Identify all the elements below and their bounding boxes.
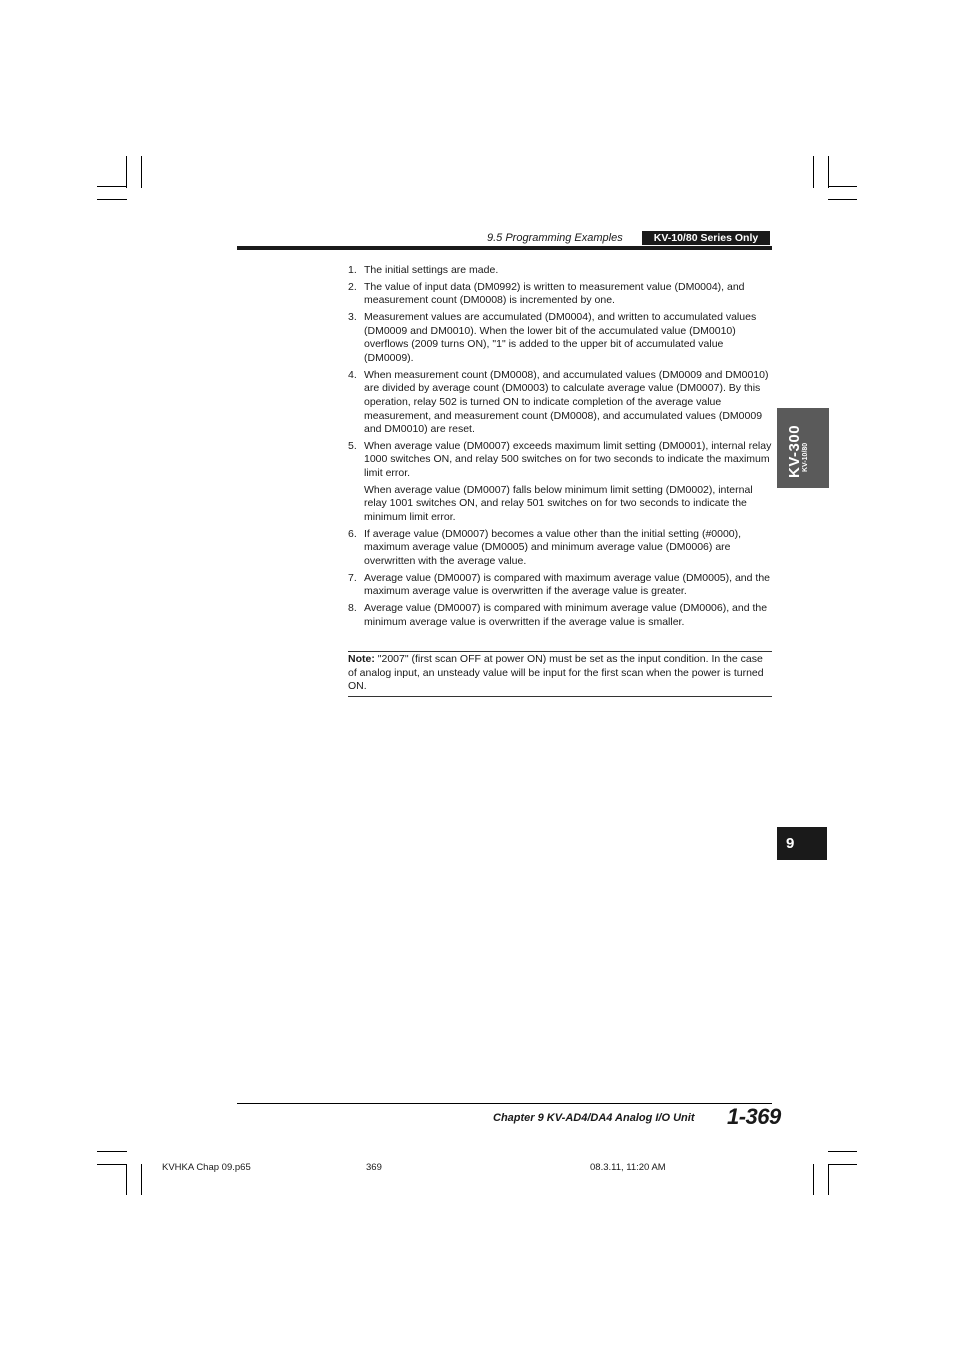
list-item xyxy=(348,369,772,437)
item-number: 7. xyxy=(348,571,357,584)
item-text: Average value (DM0007) is compared with minimum average value (DM0006), and the minimum average value is overwritten if the average value is smaller. xyxy=(364,602,768,628)
header-rule xyxy=(237,246,772,250)
footer-chapter-title: Chapter 9 KV-AD4/DA4 Analog I/O Unit xyxy=(493,1112,695,1124)
item-text: If average value (DM0007) becomes a value other than the initial setting (#0000), maximum average value (DM0005) and minimum average value (DM0006) are overwritten with the average value. xyxy=(364,527,742,567)
crop-mark xyxy=(828,1164,857,1165)
footer-rule xyxy=(237,1103,772,1104)
side-tab xyxy=(777,408,829,488)
item-number: 6. xyxy=(348,527,357,540)
item-text-continued: When average value (DM0007) falls below minimum limit setting (DM0002), internal relay 1001 switches ON, and relay 501 switches on for two seconds to indicate the minimum limit error. xyxy=(364,483,753,524)
list-item xyxy=(348,281,772,308)
crop-mark xyxy=(813,1164,814,1195)
item-number: 3. xyxy=(348,311,357,324)
crop-mark xyxy=(97,199,127,200)
item-number: 4. xyxy=(348,368,357,381)
crop-mark xyxy=(97,1164,127,1165)
item-text: Measurement values are accumulated (DM0004), and written to accumulated values (DM0009 and DM0010). When the lower bit of the accumulated value (DM0010) overflows (2009 turns ON), "1" is added to the upper bit of accumulated value (DM0009). xyxy=(364,311,757,364)
slug-filename: KVHKA Chap 09.p65 xyxy=(162,1162,251,1173)
crop-mark xyxy=(141,156,142,188)
header-section-title: 9.5 Programming Examples xyxy=(487,232,623,244)
item-text: When measurement count (DM0008), and accumulated values (DM0009 and DM0010) are divided by average count (DM0003) to calculate average value (DM0007). By this operation, relay 502 is turned ON to indicate completion of the average value measurement, and measurement count (DM0008), and accumulated values (DM0009 and DM0010) are reset. xyxy=(364,368,769,436)
page-number: 1-369 xyxy=(727,1104,781,1129)
crop-mark xyxy=(126,156,127,188)
chapter-number: 9 xyxy=(786,835,795,852)
item-number: 5. xyxy=(348,439,357,452)
crop-mark xyxy=(97,186,127,187)
side-tab-subtitle: KV-10/80 xyxy=(802,442,809,472)
list-item xyxy=(348,572,772,599)
list-item xyxy=(348,528,772,569)
crop-mark xyxy=(97,1151,127,1152)
slug-date: 08.3.11, 11:20 AM xyxy=(590,1162,666,1173)
note-label: Note: xyxy=(348,653,375,665)
item-text: Average value (DM0007) is compared with maximum average value (DM0005), and the maximum average value is overwritten if the average value is greater. xyxy=(364,571,770,598)
crop-mark xyxy=(141,1164,142,1195)
chapter-number-box xyxy=(777,827,827,860)
steps-list xyxy=(348,264,772,633)
series-badge: KV-10/80 Series Only xyxy=(642,231,770,245)
crop-mark xyxy=(828,199,857,200)
item-text: The initial settings are made. xyxy=(364,264,499,276)
list-item xyxy=(348,602,772,629)
note-text: "2007" (first scan OFF at power ON) must be set as the input condition. In the case of analog input, an unsteady value will be input for the first scan when the power is turned ON. xyxy=(348,653,764,693)
crop-mark xyxy=(126,1164,127,1195)
crop-mark xyxy=(828,186,857,187)
crop-mark xyxy=(828,156,829,188)
item-number: 1. xyxy=(348,264,357,276)
list-item xyxy=(348,264,772,278)
item-number: 2. xyxy=(348,280,357,293)
crop-mark xyxy=(828,1164,829,1195)
side-tab-title: KV-300 xyxy=(786,424,803,478)
list-item xyxy=(348,311,772,365)
crop-mark xyxy=(813,156,814,188)
item-text: The value of input data (DM0992) is written to measurement value (DM0004), and measurement count (DM0008) is incremented by one. xyxy=(364,280,745,307)
note-box xyxy=(348,651,772,697)
list-item xyxy=(348,440,772,525)
slug-page: 369 xyxy=(366,1162,382,1173)
item-text: When average value (DM0007) exceeds maximum limit setting (DM0001), internal relay 1000 switches ON, and relay 500 switches on for two seconds to indicate the maximum limit error. xyxy=(364,439,772,480)
crop-mark xyxy=(828,1151,857,1152)
item-number: 8. xyxy=(348,602,357,615)
